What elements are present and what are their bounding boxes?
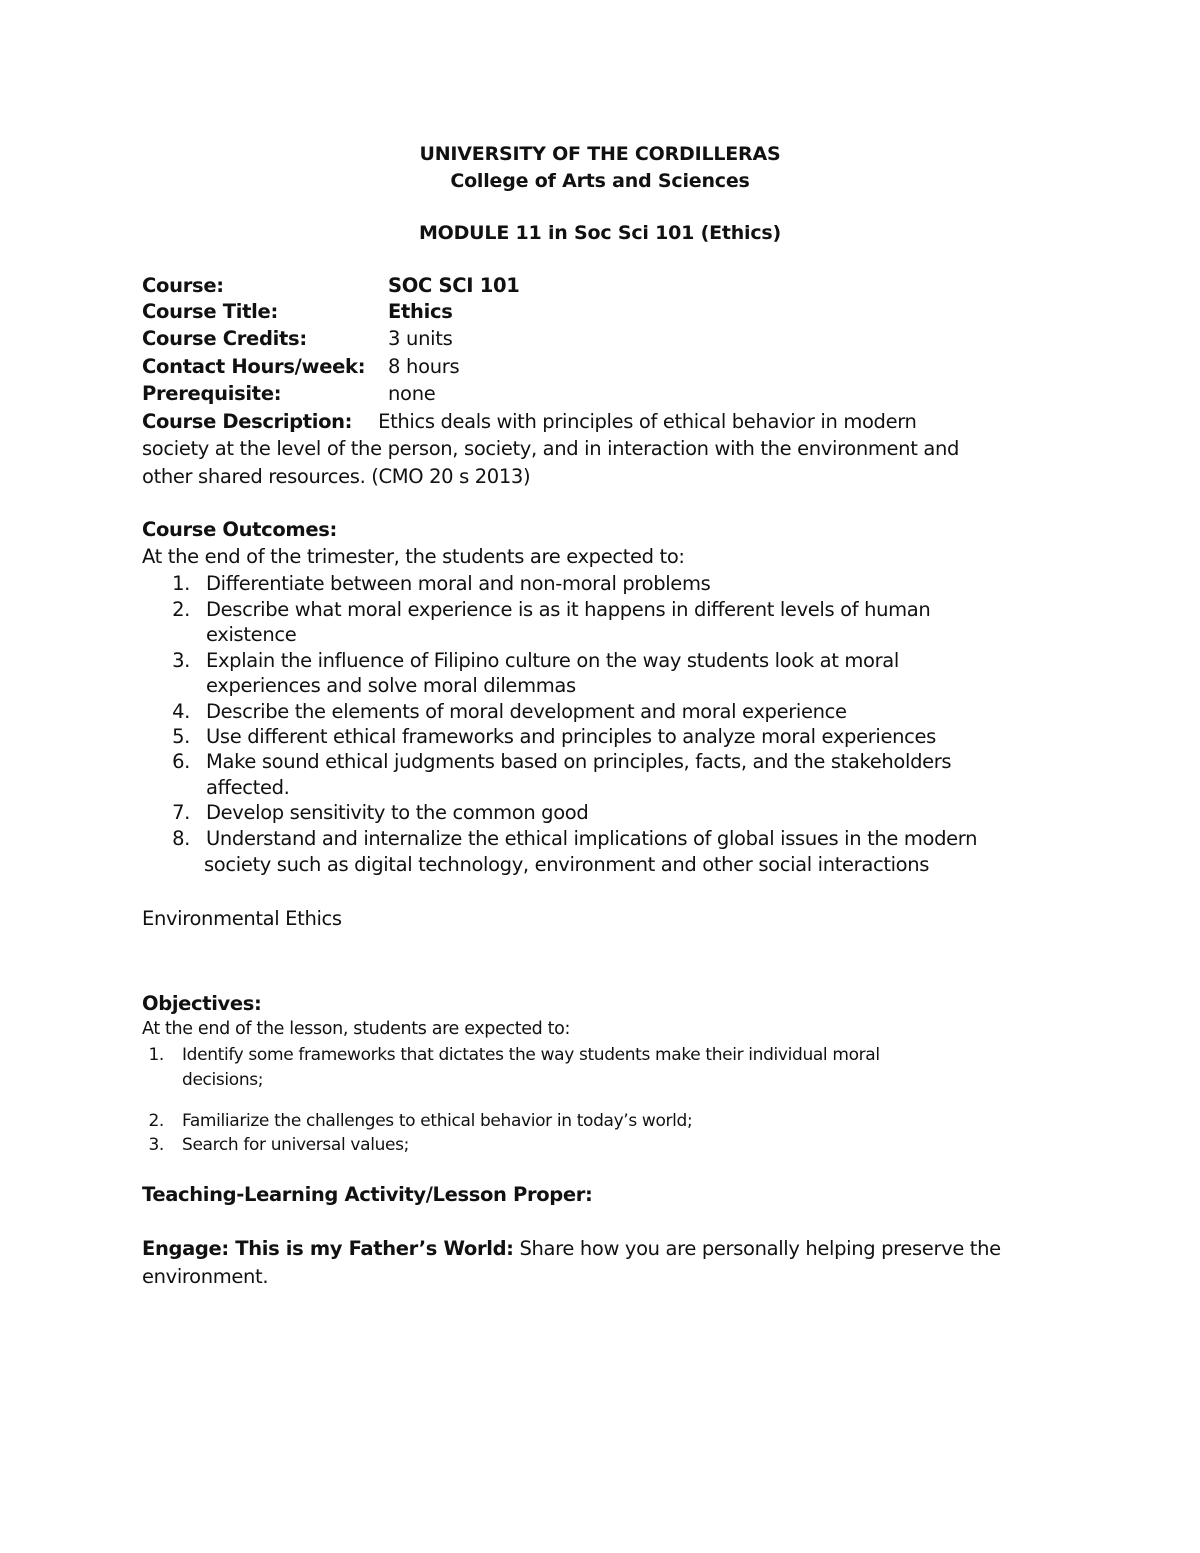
engage-label: Engage: This is my Father’s World:: [142, 1237, 514, 1260]
topic-title: Environmental Ethics: [142, 907, 342, 930]
outcome-text-continued: society such as digital technology, environment and other social interactions: [204, 853, 930, 876]
course-description-line-1: [142, 410, 917, 433]
course-label: Course:: [142, 274, 224, 297]
objectives-intro: At the end of the lesson, students are expected to:: [142, 1019, 571, 1039]
outcome-number: 4.: [172, 700, 190, 723]
objective-text-continued: decisions;: [182, 1070, 264, 1090]
outcome-number: 3.: [172, 649, 190, 672]
prerequisite-value: none: [388, 382, 436, 405]
course-credits-label: Course Credits:: [142, 327, 307, 350]
outcome-text-continued: affected.: [206, 776, 290, 799]
outcome-number: 6.: [172, 750, 190, 773]
objective-text: Search for universal values;: [182, 1135, 409, 1155]
prerequisite-label: Prerequisite:: [142, 382, 282, 405]
course-description-line-2: society at the level of the person, society, and in interaction with the environment and: [142, 437, 959, 460]
objective-number: 2.: [148, 1111, 164, 1131]
course-title-label: Course Title:: [142, 300, 278, 323]
outcome-text: Use different ethical frameworks and principles to analyze moral experiences: [206, 725, 936, 748]
outcome-number: 1.: [172, 572, 190, 595]
university-name: UNIVERSITY OF THE CORDILLERAS: [419, 143, 781, 165]
course-description-line-3: other shared resources. (CMO 20 s 2013): [142, 465, 531, 488]
tla-heading: Teaching-Learning Activity/Lesson Proper:: [142, 1183, 593, 1206]
outcome-text: Make sound ethical judgments based on principles, facts, and the stakeholders: [206, 750, 952, 773]
course-value: SOC SCI 101: [388, 274, 520, 297]
course-title-value: Ethics: [388, 300, 453, 323]
outcome-number: 7.: [172, 801, 190, 824]
objectives-heading: Objectives:: [142, 992, 262, 1015]
outcome-text: Differentiate between moral and non-moral problems: [206, 572, 711, 595]
course-description-label: Course Description:: [142, 410, 353, 433]
college-name: College of Arts and Sciences: [450, 170, 750, 192]
contact-hours-value: 8 hours: [388, 355, 460, 378]
outcome-text-continued: experiences and solve moral dilemmas: [206, 674, 576, 697]
outcome-text: Describe what moral experience is as it happens in different levels of human: [206, 598, 931, 621]
course-outcomes-heading: Course Outcomes:: [142, 518, 337, 541]
engage-line-1: [142, 1237, 1001, 1260]
engage-text-1: Share how you are personally helping preserve the: [519, 1237, 1001, 1260]
course-credits-value: 3 units: [388, 327, 453, 350]
objective-number: 3.: [148, 1135, 164, 1155]
outcome-text: Develop sensitivity to the common good: [206, 801, 589, 824]
outcome-number: 5.: [172, 725, 190, 748]
outcome-text: Describe the elements of moral development and moral experience: [206, 700, 847, 723]
objective-text: Familiarize the challenges to ethical behavior in today’s world;: [182, 1111, 693, 1131]
module-title: MODULE 11 in Soc Sci 101 (Ethics): [418, 222, 782, 244]
outcome-number: 2.: [172, 598, 190, 621]
course-description-text-1: Ethics deals with principles of ethical behavior in modern: [378, 410, 917, 433]
objective-number: 1.: [148, 1045, 164, 1065]
contact-hours-label: Contact Hours/week:: [142, 355, 366, 378]
outcome-text: Explain the influence of Filipino culture on the way students look at moral: [206, 649, 899, 672]
outcome-text: Understand and internalize the ethical implications of global issues in the modern: [206, 827, 978, 850]
objective-text: Identify some frameworks that dictates the way students make their individual moral: [182, 1045, 880, 1065]
outcome-number: 8.: [172, 827, 190, 850]
engage-line-2: environment.: [142, 1265, 269, 1288]
course-outcomes-intro: At the end of the trimester, the students are expected to:: [142, 545, 685, 568]
outcome-text-continued: existence: [206, 623, 297, 646]
